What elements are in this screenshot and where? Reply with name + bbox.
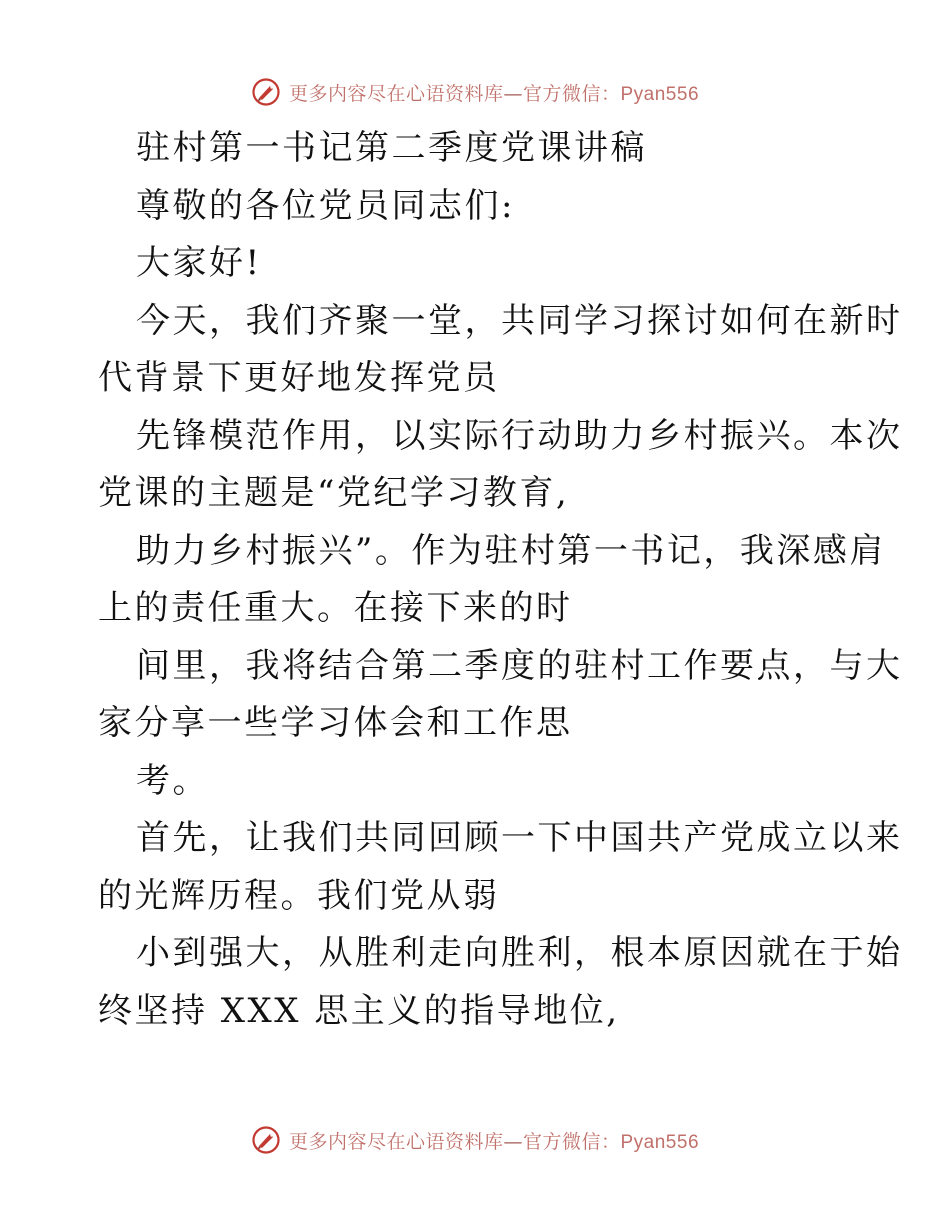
pen-seal-logo-icon bbox=[251, 1125, 281, 1155]
watermark-id: Pyan556 bbox=[620, 83, 700, 105]
paragraph-line: 终坚持 XXX 思主义的指导地位, bbox=[98, 990, 620, 1031]
paragraph-line: 代背景下更好地发挥党员 bbox=[98, 358, 500, 398]
header-watermark bbox=[0, 72, 950, 112]
salutation: 尊敬的各位党员同志们: bbox=[136, 185, 515, 226]
pen-seal-logo-icon bbox=[251, 77, 281, 107]
watermark-separator: — bbox=[503, 1130, 523, 1153]
document-title: 驻村第一书记第二季度党课讲稿 bbox=[136, 128, 647, 168]
watermark-separator: — bbox=[503, 82, 523, 105]
greeting: 大家好! bbox=[136, 243, 262, 283]
paragraph-line: 助力乡村振兴”。作为驻村第一书记，我深感肩 bbox=[136, 530, 886, 571]
watermark-id: Pyan556 bbox=[620, 1131, 700, 1153]
paragraph-line: 的光辉历程。我们党从弱 bbox=[98, 875, 500, 916]
paragraph-line: 首先，让我们共同回顾一下中国共产党成立以来 bbox=[136, 818, 903, 858]
watermark-text bbox=[289, 79, 699, 106]
watermark-label: 官方微信： bbox=[522, 82, 621, 105]
watermark-main: 更多内容尽在心语资料库 bbox=[288, 82, 504, 105]
paragraph-line: 间里，我将结合第二季度的驻村工作要点，与大 bbox=[136, 645, 903, 686]
document-body bbox=[98, 120, 903, 1040]
paragraph-line: 考。 bbox=[136, 760, 209, 801]
watermark-text bbox=[289, 1127, 699, 1154]
watermark-label: 官方微信： bbox=[522, 1130, 621, 1153]
paragraph-line: 先锋模范作用，以实际行动助力乡村振兴。本次 bbox=[136, 415, 903, 456]
footer-watermark bbox=[0, 1120, 950, 1160]
watermark-main: 更多内容尽在心语资料库 bbox=[288, 1130, 504, 1153]
paragraph-line: 家分享一些学习体会和工作思 bbox=[98, 703, 573, 743]
paragraph-line: 党课的主题是“党纪学习教育, bbox=[98, 473, 570, 513]
paragraph-line: 上的责任重大。在接下来的时 bbox=[98, 588, 573, 628]
paragraph-line: 今天，我们齐聚一堂，共同学习探讨如何在新时 bbox=[136, 300, 903, 341]
paragraph-line: 小到强大，从胜利走向胜利，根本原因就在于始 bbox=[136, 933, 903, 973]
